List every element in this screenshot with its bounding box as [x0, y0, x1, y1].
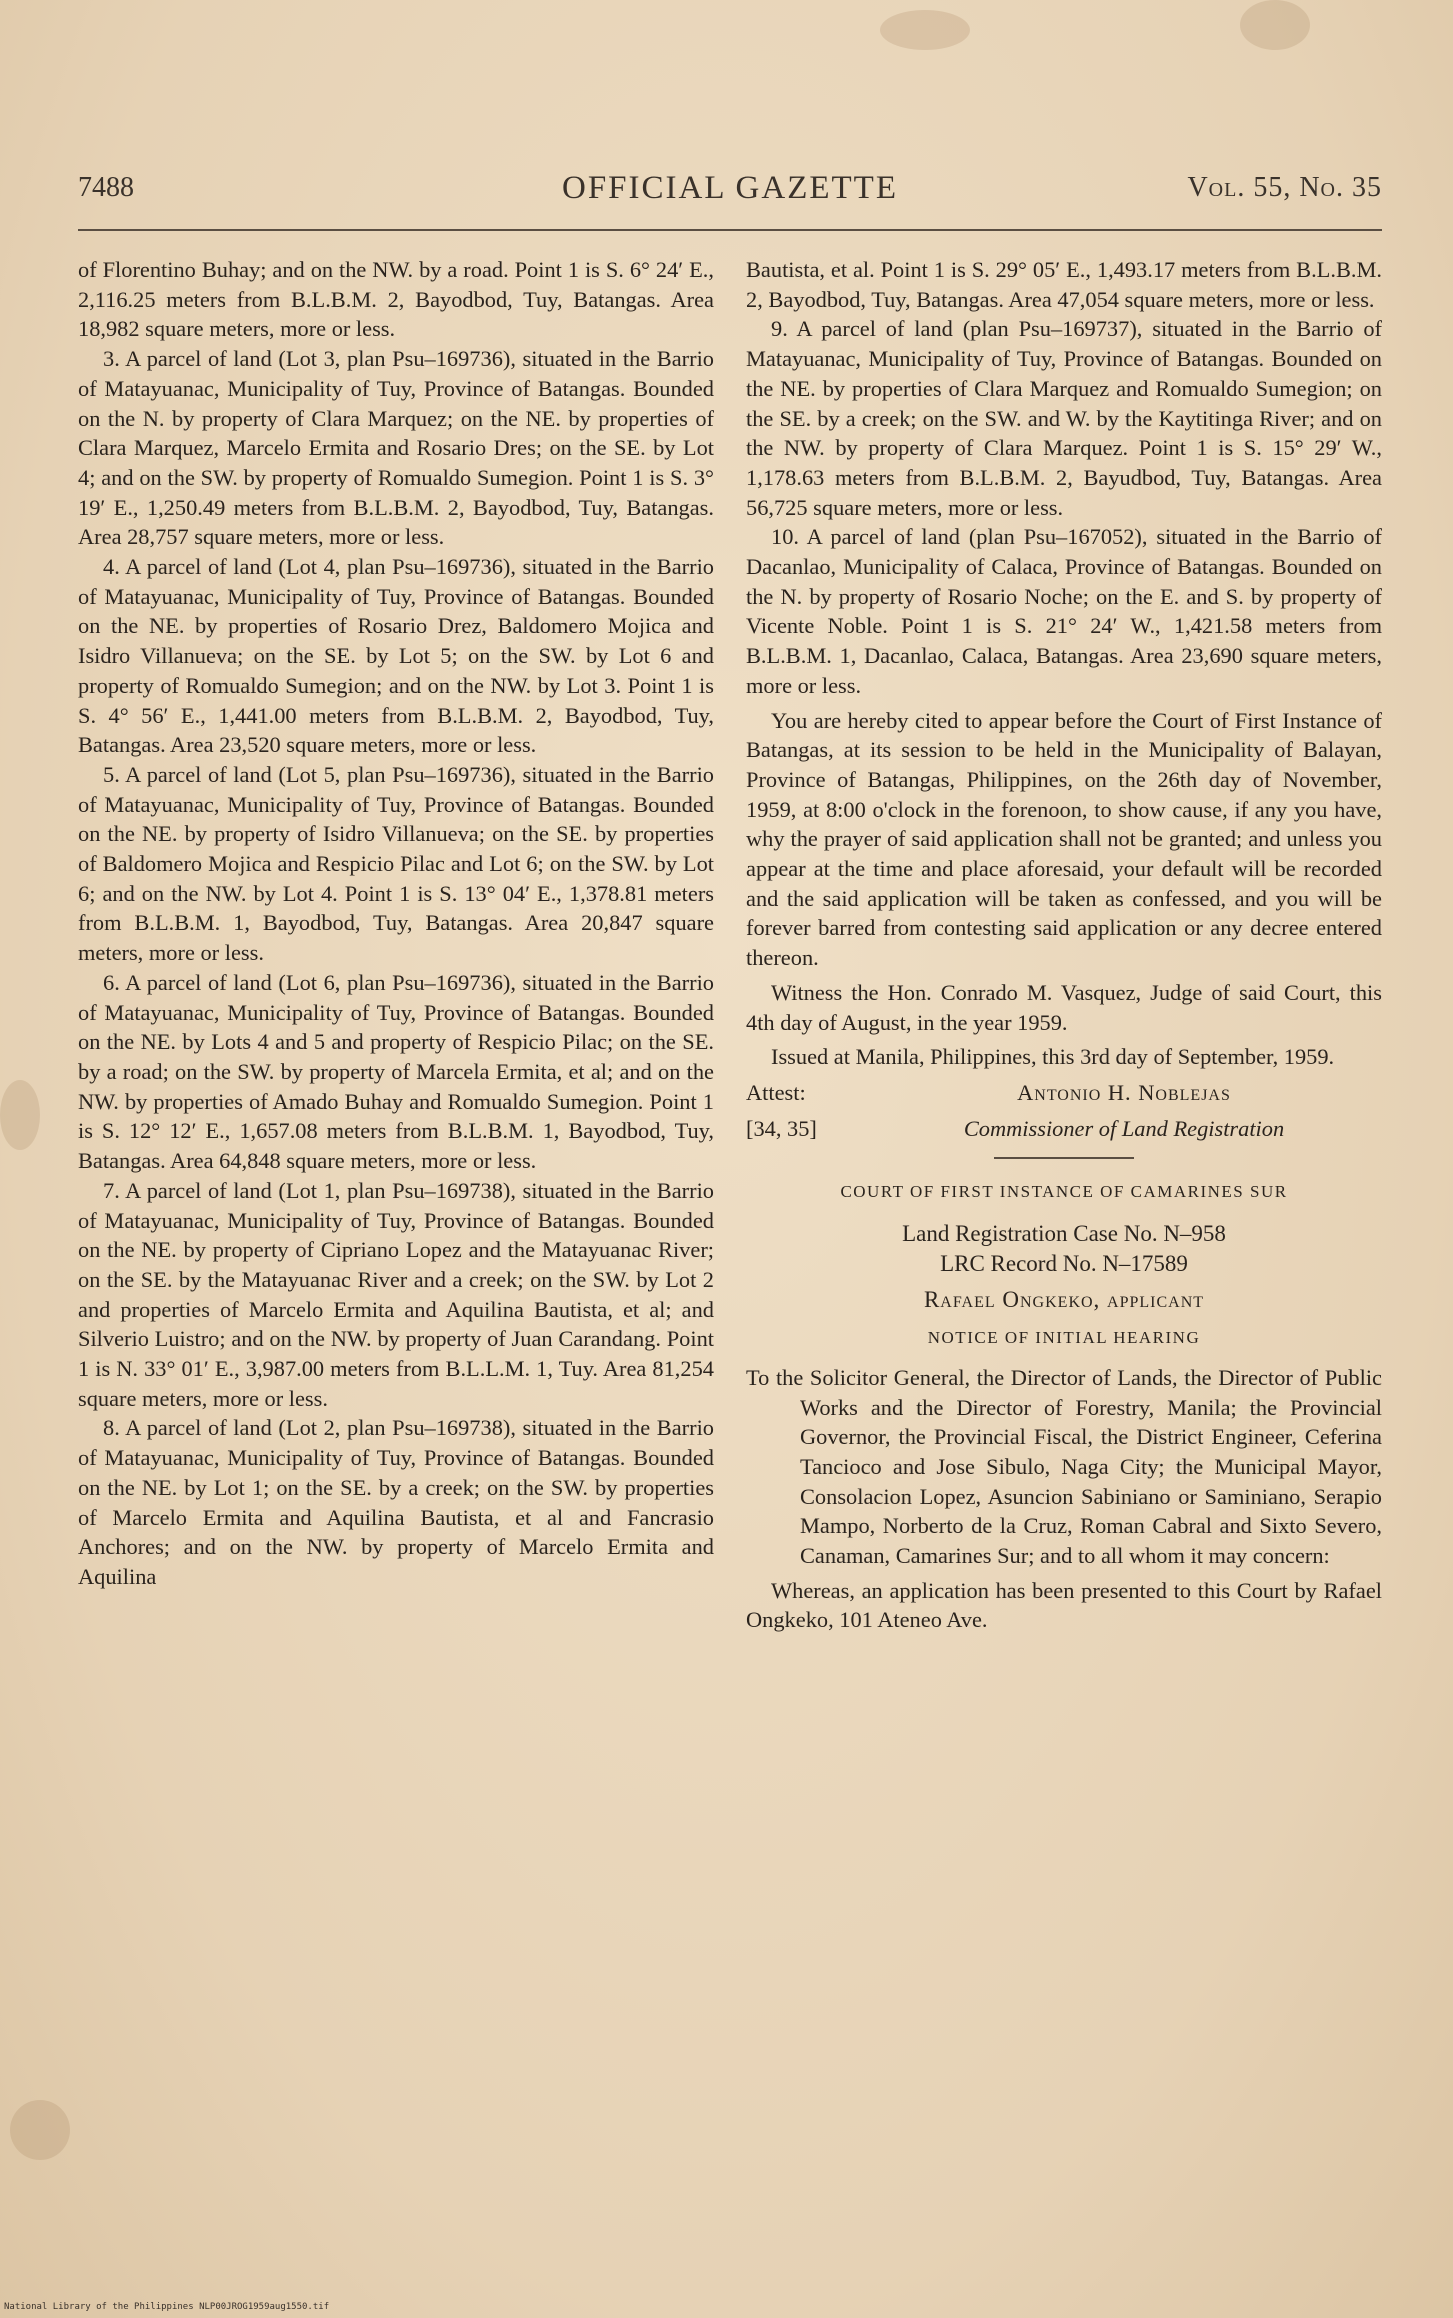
attest-line	[746, 1078, 1382, 1108]
witness-paragraph: Witness the Hon. Conrado M. Vasquez, Judge of said Court, this 4th day of August, in the year 1959.	[746, 979, 1382, 1035]
paragraph: Bautista, et al. Point 1 is S. 29° 05′ E., 1,493.17 meters from B.L.B.M. 2, Bayodbod, Tuy, Batangas. Area 47,054 square meters, more or less.	[746, 257, 1382, 312]
attest-label: Attest:	[746, 1079, 806, 1105]
paper-stain	[1240, 0, 1310, 50]
paragraph: 5. A parcel of land (Lot 5, plan Psu–169736), situated in the Barrio of Matayuanac, Municipality of Tuy, Province of Batangas. Bounded on the NE. by property of Isidro Villanueva; on the SE. by properties of Baldomero Mojica and Respicio Pilac and Lot 6; on the SW. by Lot 6; and on the NW. by Lot 4. Point 1 is S. 13° 04′ E., 1,378.81 meters from B.L.B.M. 1, Bayodbod, Tuy, Batangas. Area 20,847 square meters, more or less.	[78, 761, 714, 966]
paragraph: 7. A parcel of land (Lot 1, plan Psu–169738), situated in the Barrio of Matayuanac, Municipality of Tuy, Province of Batangas. Bounded on the NE. by property of Cipriano Lopez and the Matayuanac River; on the SE. by the Matayuanac River and a creek; on the SW. by Lot 2 and properties of Marcelo Ermita and Aquilina Bautista, et al; and Silverio Luistro; and on the NW. by property of Juan Carandang. Point 1 is N. 33° 01′ E., 3,987.00 meters from B.L.L.M. 1, Tuy. Area 81,254 square meters, more or less.	[78, 1177, 714, 1411]
paragraph: 8. A parcel of land (Lot 2, plan Psu–169738), situated in the Barrio of Matayuanac, Municipality of Tuy, Province of Batangas. Bounded on the NE. by Lot 1; on the SE. by a creek; on the SW. by properties of Marcelo Ermita and Aquilina Bautista, et al and Fancrasio Anchores; and on the NW. by property of Marcelo Ermita and Aquilina	[78, 1415, 714, 1589]
paragraph: 10. A parcel of land (plan Psu–167052), situated in the Barrio of Dacanlao, Municipality of Calaca, Province of Batangas. Bounded on the N. by property of Rosario Noche; on the E. and S. by property of Vicente Noble. Point 1 is S. 21° 24′ W., 1,421.58 meters from B.L.B.M. 1, Dacanlao, Calaca, Batangas. Area 23,690 square meters, more or less.	[746, 524, 1382, 698]
court-heading: COURT OF FIRST INSTANCE OF CAMARINES SUR	[840, 1182, 1288, 1202]
volume-number: Vol. 55, No. 35	[1187, 172, 1382, 203]
header-rule	[78, 229, 1382, 231]
applicant: Rafael Ongkeko, applicant	[923, 1287, 1205, 1313]
attest-title: Commissioner of Land Registration	[963, 1115, 1285, 1141]
paragraph: of Florentino Buhay; and on the NW. by a road. Point 1 is S. 6° 24′ E., 2,116.25 meters from B.L.B.M. 2, Bayodbod, Tuy, Batangas. Area 18,982 square meters, more or less.	[78, 257, 714, 342]
case-number: Land Registration Case No. N–958	[902, 1221, 1226, 1247]
section-divider	[994, 1157, 1134, 1159]
scan-footer: National Library of the Philippines NLP00JROG1959aug1550.tif	[4, 2302, 330, 2312]
record-number: LRC Record No. N–17589	[940, 1251, 1188, 1277]
page-number: 7488	[78, 172, 134, 203]
paragraph: 3. A parcel of land (Lot 3, plan Psu–169736), situated in the Barrio of Matayuanac, Municipality of Tuy, Province of Batangas. Bounded on the N. by property of Clara Marquez; on the NE. by properties of Clara Marquez, Marcelo Ermita and Rosario Dres; on the SE. by Lot 4; and on the SW. by property of Romualdo Sumegion. Point 1 is S. 3° 19′ E., 1,250.49 meters from B.L.B.M. 2, Bayodbod, Tuy, Batangas. Area 28,757 square meters, more or less.	[78, 346, 714, 550]
left-column	[78, 255, 714, 1592]
paragraph: 4. A parcel of land (Lot 4, plan Psu–169736), situated in the Barrio of Matayuanac, Municipality of Tuy, Province of Batangas. Bounded on the NE. by properties of Rosario Drez, Baldomero Mojica and Isidro Villanueva; on the SE. by Lot 5; on the SW. by Lot 6 and property of Romualdo Sumegion; and on the NW. by Lot 3. Point 1 is S. 4° 56′ E., 1,441.00 meters from B.L.B.M. 2, Bayodbod, Tuy, Batangas. Area 23,520 square meters, more or less.	[78, 554, 714, 758]
addressees: To the Solicitor General, the Director of Lands, the Director of Public Works and the Director of Forestry, Manila; the Provincial Governor, the Provincial Fiscal, the District Engineer, Ceferina Tancioco and Jose Sibulo, Naga City; the Municipal Mayor, Consolacion Lopez, Asuncion Sabiniano or Saminiano, Serapio Mampo, Norberto de la Cruz, Roman Cabral and Sixto Severo, Canaman, Camarines Sur; and to all whom it may concern:	[746, 1364, 1382, 1569]
citation-paragraph: You are hereby cited to appear before the Court of First Instance of Batangas, at its session to be held in the Municipality of Balayan, Province of Batangas, Philippines, on the 26th day of November, 1959, at 8:00 o'clock in the forenoon, to show cause, if any you have, why the prayer of said application shall not be granted; and unless you appear at the time and place aforesaid, your default will be recorded and the said application will be taken as confessed, and you will be forever barred from contesting said application or any decree entered thereon.	[746, 707, 1382, 971]
paper-stain	[0, 1080, 40, 1150]
paragraph: 6. A parcel of land (Lot 6, plan Psu–169736), situated in the Barrio of Matayuanac, Municipality of Tuy, Province of Batangas. Bounded on the NE. by Lots 4 and 5 and property of Respicio Pilac; on the SE. by a road; on the SW. by property of Marcela Ermita, et al; and on the NW. by properties of Amado Buhay and Romualdo Sumegion. Point 1 is S. 12° 12′ E., 1,657.08 meters from B.L.B.M. 1, Bayodbod, Tuy, Batangas. Area 64,848 square meters, more or less.	[78, 969, 714, 1174]
paragraph: 9. A parcel of land (plan Psu–169737), situated in the Barrio of Matayuanac, Municipality of Tuy, Province of Batangas. Bounded on the NE. by properties of Clara Marquez and Romualdo Sumegion; on the SE. by a creek; on the SW. and W. by the Kaytitinga River; and on the NW. by property of Clara Marquez. Point 1 is S. 15° 29′ W., 1,178.63 meters from B.L.B.M. 2, Bayudbod, Tuy, Batangas. Area 56,725 square meters, more or less.	[746, 316, 1382, 520]
attest-name: Antonio H. Noblejas	[1017, 1079, 1231, 1105]
whereas-paragraph: Whereas, an application has been presented to this Court by Rafael Ongkeko, 101 Ateneo Ave.	[746, 1577, 1382, 1633]
paper-stain	[10, 2100, 70, 2160]
paper-stain	[880, 10, 970, 50]
notice-heading: NOTICE OF INITIAL HEARING	[927, 1328, 1201, 1348]
publication-title: OFFICIAL GAZETTE	[562, 170, 898, 206]
issued-paragraph: Issued at Manila, Philippines, this 3rd day of September, 1959.	[771, 1044, 1335, 1070]
page-header	[78, 170, 1382, 220]
issue-reference: [34, 35]	[746, 1115, 817, 1141]
right-column	[746, 255, 1382, 1635]
attest-title-line	[746, 1114, 1382, 1144]
